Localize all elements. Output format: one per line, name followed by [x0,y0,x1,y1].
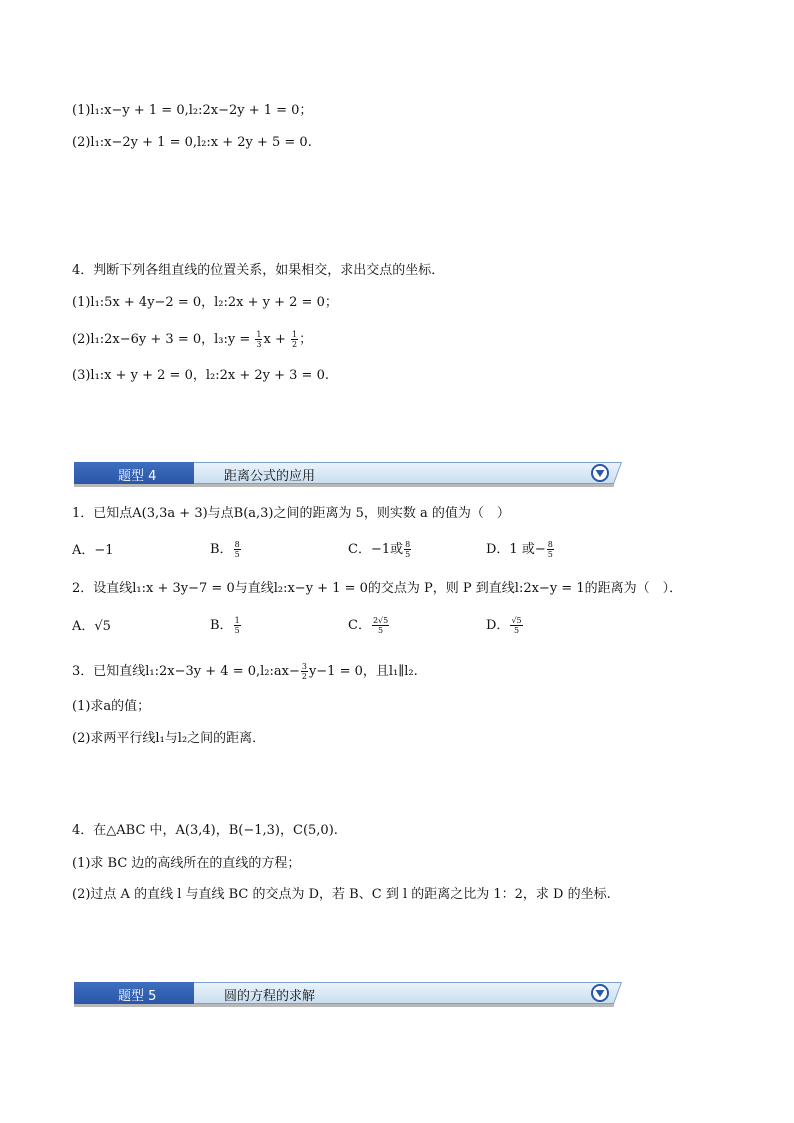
s4q4-sub-2: (2)过点 A 的直线 l 与直线 BC 的交点为 D，若 B、C 到 l 的距离之比为 1：2，求 D 的坐标. [72,887,611,902]
fraction [510,616,522,635]
s4q4-sub-1: (1)求 BC 边的高线所在的直线的方程； [72,856,301,871]
option-prefix: C．−1或 [348,542,404,557]
fraction [547,540,554,559]
q4-item-1: (1)l₁:5x + 4y−2 = 0，l₂:2x + y + 2 = 0； [72,295,338,310]
q4-item-2-text-c: ； [299,332,313,347]
fraction-numerator: 1 [256,330,262,339]
fraction-denominator: 2 [301,672,307,681]
section-banner-5 [74,982,614,1008]
s4q1-option-c [348,540,412,559]
fraction-numerator: 8 [234,540,240,549]
s4q3-sub-1: (1)求a的值； [72,699,151,714]
fraction-denominator: 5 [234,550,240,559]
fraction-numerator: 1 [234,616,240,625]
banner-shadow [74,484,614,487]
option-prefix: D． [486,618,510,633]
s4q1-stem: 1．已知点A(3,3a + 3)与点B(a,3)之间的距离为 5，则实数 a 的值为（ ） [72,506,510,521]
s4q2-option-a: A．√5 [72,619,111,634]
fraction-numerator: 8 [405,540,411,549]
prev-item-1: (1)l₁:x−y + 1 = 0,l₂:2x−2y + 1 = 0； [72,103,313,118]
fraction-denominator: 5 [378,626,384,635]
fraction-numerator: 2√5 [372,616,389,625]
s4q2-option-c [348,616,390,635]
banner-title: 距离公式的应用 [224,469,316,484]
s4q2-option-b [210,616,242,635]
chevron-down-icon[interactable] [591,984,609,1002]
chevron-down-icon[interactable] [591,464,609,482]
q4-item-2-text-a: (2)l₁:2x−6y + 3 = 0，l₃:y = [72,332,255,347]
fraction-numerator: 8 [547,540,553,549]
fraction-denominator: 5 [547,550,553,559]
fraction-denominator: 2 [291,340,298,349]
s4q1-option-b [210,540,242,559]
option-prefix: D．1 或− [486,542,546,557]
fraction [372,616,389,635]
banner-shadow [74,1004,614,1007]
fraction [234,540,241,559]
s4q2-option-d [486,616,524,635]
s4q3-stem-b: y−1 = 0，且l₁∥l₂. [308,664,418,679]
fraction-numerator: 3 [301,662,307,671]
option-prefix: B． [210,618,233,633]
q4-stem: 4．判断下列各组直线的位置关系，如果相交，求出交点的坐标． [72,263,445,278]
fraction [234,616,241,635]
fraction-numerator: √5 [511,616,522,625]
banner-label: 题型 4 [118,469,157,484]
option-prefix: B． [210,542,233,557]
fraction-denominator: 5 [234,626,240,635]
s4q2-stem: 2．设直线l₁:x + 3y−7 = 0与直线l₂:x−y + 1 = 0的交点为 P，则 P 到直线l:2x−y = 1的距离为（ ）． [72,581,683,596]
s4q3-stem [72,662,418,681]
fraction-denominator: 3 [256,340,262,349]
fraction [255,330,262,349]
option-prefix: C． [348,618,371,633]
prev-item-2: (2)l₁:x−2y + 1 = 0,l₂:x + 2y + 5 = 0. [72,135,312,150]
fraction-denominator: 5 [513,626,520,635]
banner-label: 题型 5 [118,989,157,1004]
s4q1-option-d [486,540,555,559]
fraction-denominator: 5 [405,550,411,559]
s4q3-stem-a: 3．已知直线l₁:2x−3y + 4 = 0,l₂:ax− [72,664,300,679]
banner-title: 圆的方程的求解 [224,989,316,1004]
s4q3-sub-2: (2)求两平行线l₁与l₂之间的距离． [72,731,266,746]
q4-item-2-text-b: x + [263,332,290,347]
fraction [404,540,411,559]
q4-item-2 [72,330,312,349]
q4-item-3: (3)l₁:x + y + 2 = 0，l₂:2x + 2y + 3 = 0. [72,368,329,383]
s4q1-option-a: A．−1 [72,543,114,558]
fraction-numerator: 1 [291,330,298,339]
fraction [301,662,308,681]
s4q4-stem: 4．在△ABC 中，A(3,4)，B(−1,3)，C(5,0). [72,823,338,838]
fraction [291,330,298,349]
section-banner-4 [74,462,614,488]
